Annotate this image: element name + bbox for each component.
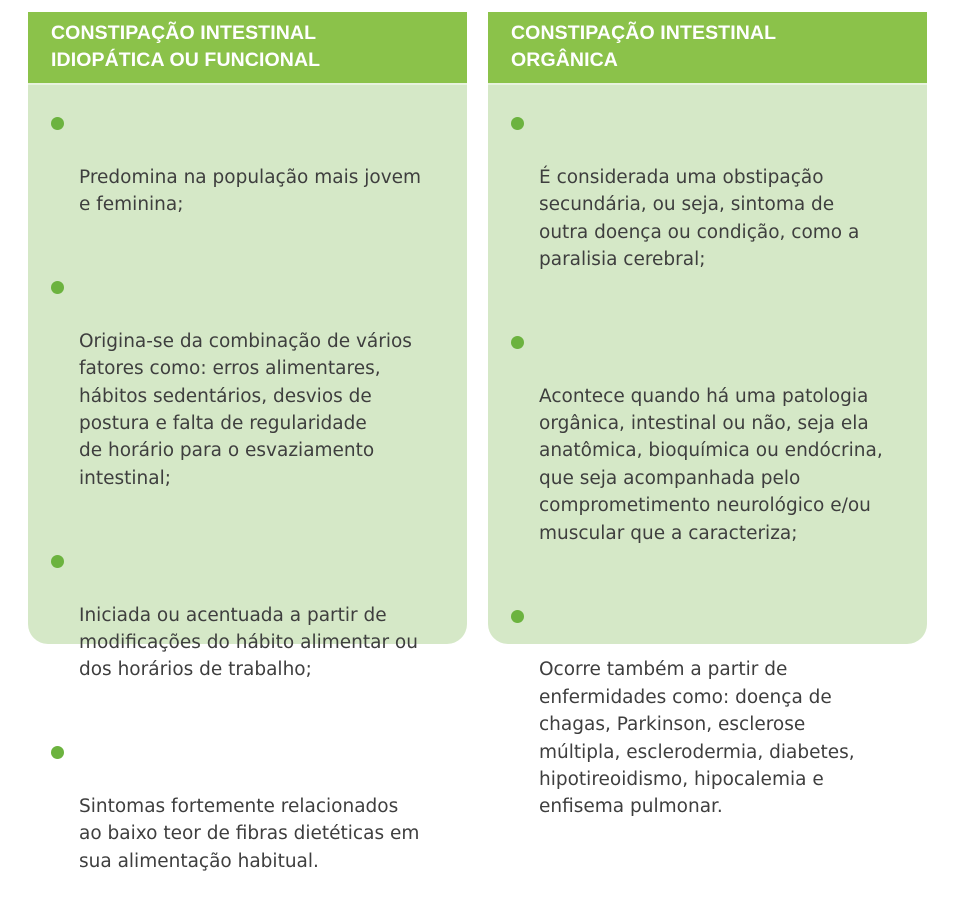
bullet-dot-icon: [51, 281, 64, 294]
list-item-text: Acontece quando há uma patologia orgânica, intestinal ou não, seja ela anatômica, bioquímica ou endócrina, que seja acompanhada pelo comprometimento neurológico e/ou muscular que a caracteriza;: [539, 385, 883, 544]
bullet-dot-icon: [51, 555, 64, 568]
bullet-list: [511, 109, 907, 848]
bullet-dot-icon: [51, 746, 64, 759]
list-item: [511, 109, 907, 301]
list-item: [511, 602, 907, 849]
bullet-dot-icon: [511, 117, 524, 130]
card-header: [488, 12, 927, 85]
bullet-dot-icon: [511, 610, 524, 623]
list-item: [51, 109, 447, 246]
card-title: CONSTIPAÇÃO INTESTINAL ORGÂNICA: [511, 22, 777, 71]
card-title: CONSTIPAÇÃO INTESTINAL IDIOPÁTICA OU FUNCIONAL: [51, 22, 321, 71]
bullet-dot-icon: [51, 117, 64, 130]
card-idiopathic-constipation: [28, 12, 467, 872]
list-item-text: Predomina na população mais jovem e feminina;: [79, 166, 422, 216]
list-item-text: Iniciada ou acentuada a partir de modificações do hábito alimentar ou dos horários de trabalho;: [79, 604, 418, 681]
bullet-dot-icon: [511, 336, 524, 349]
list-item: [51, 738, 447, 902]
list-item-text: Sintomas fortemente relacionados ao baixo teor de fibras dietéticas em sua alimentação habitual.: [79, 795, 420, 872]
list-item: [51, 547, 447, 711]
card-header: [28, 12, 467, 85]
card-organic-constipation: [488, 12, 927, 818]
list-item-text: Origina-se da combinação de vários fatores como: erros alimentares, hábitos sedentários, desvios de postura e falta de regularidade de horário para o esvaziamento intestinal;: [79, 330, 412, 489]
bullet-list: [51, 109, 447, 903]
card-body: [28, 109, 467, 903]
list-item-text: É considerada uma obstipação secundária, ou seja, sintoma de outra doença ou condição, como a paralisia cerebral;: [539, 166, 860, 271]
card-body: [488, 109, 927, 848]
list-item: [51, 273, 447, 520]
list-item-text: Ocorre também a partir de enfermidades como: doença de chagas, Parkinson, esclerose múltipla, esclerodermia, diabetes, hipotireoidismo, hipocalemia e enfisema pulmonar.: [539, 659, 855, 818]
list-item: [511, 328, 907, 575]
